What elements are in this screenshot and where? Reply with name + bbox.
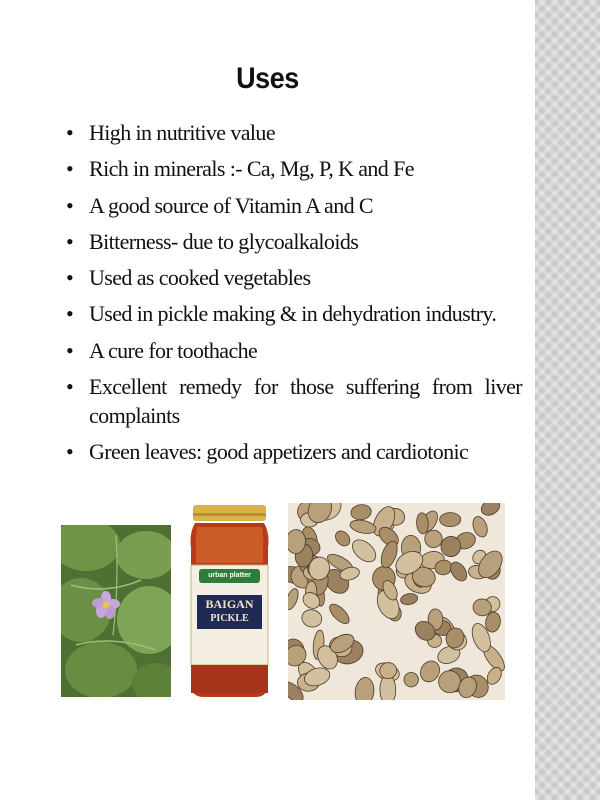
brinjal-plant-photo [61,525,171,697]
bullet-item: • Green leaves: good appetizers and cardiotonic [66,437,522,466]
bullet-item: • Excellent remedy for those suffering from liver complaints [66,372,522,430]
baigan-pickle-jar-photo [187,503,272,700]
bullet-item: • A cure for toothache [66,336,522,365]
bullet-item: • High in nutritive value [66,118,522,147]
side-pattern-strip [535,0,600,800]
jar-brand-text: urban platter [208,572,251,579]
bullet-item: • Bitterness- due to glycoalkaloids [66,227,522,256]
jar-product-line2: PICKLE [210,613,249,624]
chip-shape [440,513,461,527]
uses-bullet-list [66,118,522,474]
dehydrated-brinjal-chips-photo [288,503,505,700]
bullet-item: • A good source of Vitamin A and C [66,191,522,220]
jar-product-line1: BAIGAN [205,597,254,611]
bullet-item: • Rich in minerals :- Ca, Mg, P, K and Fe [66,154,522,183]
bullet-item: • Used in pickle making & in dehydration industry. [66,299,522,328]
slide-title: Uses [236,62,299,95]
bullet-item: • Used as cooked vegetables [66,263,522,292]
